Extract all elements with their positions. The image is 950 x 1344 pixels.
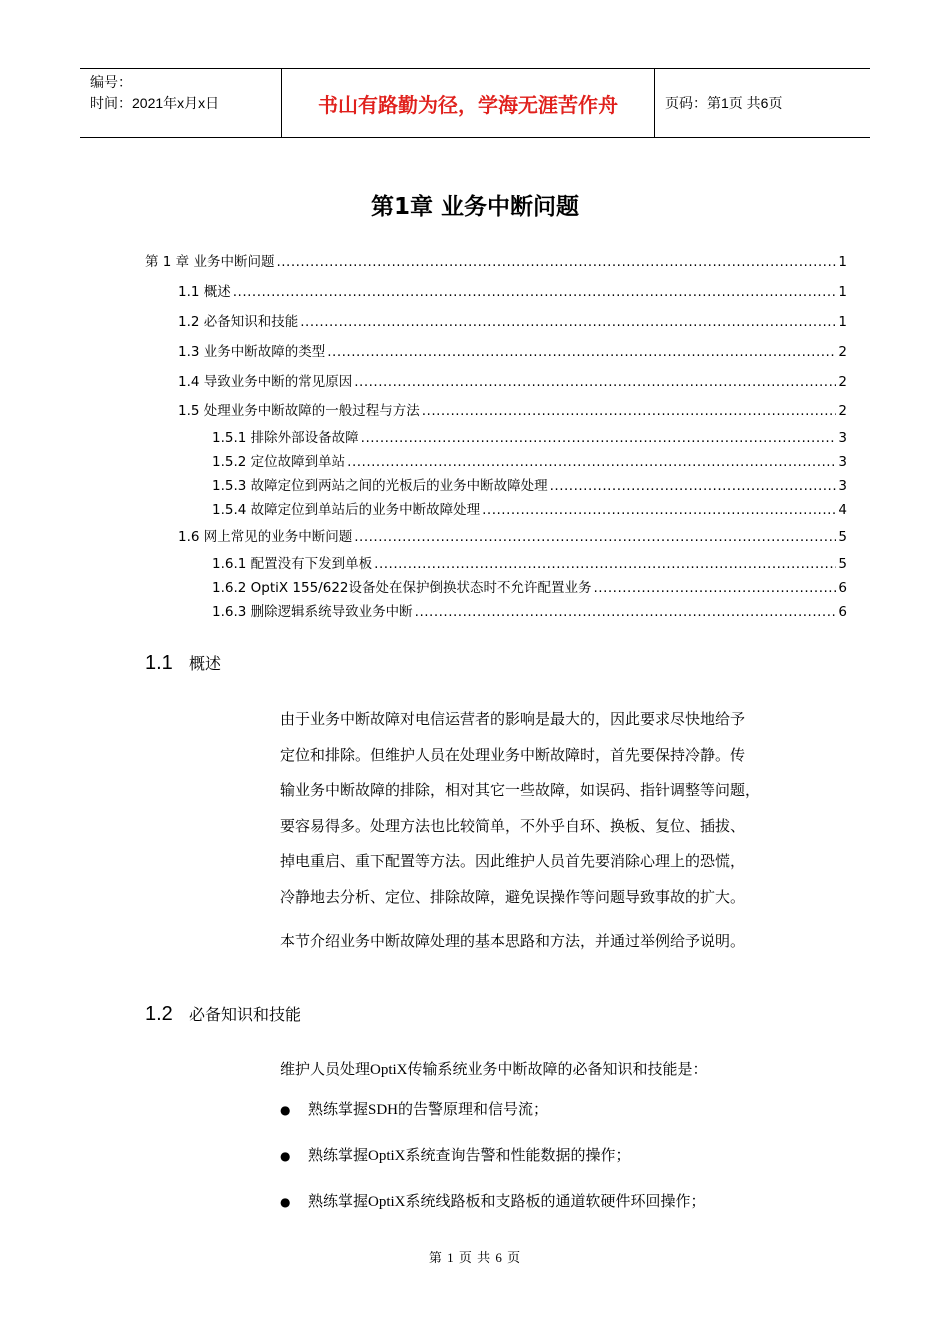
toc-entry-page: 2 (838, 403, 847, 419)
toc-entry-page: 5 (838, 556, 847, 572)
section-number: 1.2 (145, 1003, 173, 1025)
toc-leader (276, 254, 836, 270)
toc-entry-title: 第 1 章 业务中断问题 (145, 254, 275, 270)
toc-entry-page: 2 (838, 344, 847, 360)
chapter-title: 第1章 业务中断问题 (370, 194, 579, 220)
paragraph-line: 定位和排除。但维护人员在处理业务中断故障时，首先要保持冷静。传 (280, 747, 746, 764)
toc-entry-title: 1.5.1 排除外部设备故障 (212, 430, 359, 446)
toc-entry[interactable] (178, 280, 847, 300)
paragraph-line: 本节介绍业务中断故障处理的基本思路和方法，并通过举例给予说明。 (280, 934, 746, 950)
toc-leader (233, 284, 837, 300)
toc-entry-title: 1.6 网上常见的业务中断问题 (178, 529, 353, 545)
page-footer: 第 1 页 共 6 页 (428, 1250, 522, 1265)
bullet-icon: ● (280, 1149, 291, 1163)
toc-entry-title: 1.2 必备知识和技能 (178, 314, 299, 330)
section-title: 概述 (189, 654, 222, 673)
toc-entry-page: 1 (838, 254, 847, 270)
toc-entry-title: 1.5.4 故障定位到单站后的业务中断故障处理 (212, 502, 481, 518)
section-title: 必备知识和技能 (189, 1005, 302, 1024)
list-item-text: 熟练掌握OptiX系统线路板和支路板的通道软硬件环回操作； (308, 1194, 706, 1210)
toc-entry-title: 1.6.1 配置没有下发到单板 (212, 556, 373, 572)
toc-entry-title: 1.6.3 删除逻辑系统导致业务中断 (212, 604, 413, 620)
paragraph-line: 由于业务中断故障对电信运营者的影响是最大的，因此要求尽快地给予 (280, 712, 746, 728)
toc-entry[interactable] (178, 340, 847, 360)
toc-leader (415, 604, 837, 620)
section-heading-1-2 (145, 1002, 301, 1026)
toc-entry[interactable] (178, 370, 847, 390)
time-label: 时间：2021年x月x日 (90, 95, 220, 111)
toc-entry-title: 1.5 处理业务中断故障的一般过程与方法 (178, 403, 420, 419)
toc-leader (374, 556, 836, 572)
header-left-cell (80, 69, 281, 137)
toc-entry[interactable] (212, 576, 847, 596)
section-1-1-body (280, 703, 825, 961)
toc-entry-page: 4 (838, 502, 847, 518)
toc-leader (347, 454, 836, 470)
number-label: 编号： (90, 74, 132, 90)
toc-leader (550, 478, 837, 494)
toc-leader (361, 430, 837, 446)
toc-entry[interactable] (212, 600, 847, 620)
toc-entry-title: 1.3 业务中断故障的类型 (178, 344, 326, 360)
toc-entry-title: 1.5.2 定位故障到单站 (212, 454, 346, 470)
toc-entry-page: 2 (838, 374, 847, 390)
toc-entry-page: 1 (838, 284, 847, 300)
section-1-2-intro: 维护人员处理OptiX传输系统业务中断故障的必备知识和技能是： (280, 1062, 708, 1078)
paragraph-line: 要容易得多。处理方法也比较简单，不外乎自环、换板、复位、插拔、 (280, 818, 746, 835)
list-item (280, 1190, 840, 1236)
toc-leader (354, 529, 836, 545)
toc-entry[interactable] (212, 552, 847, 572)
toc-leader (594, 580, 837, 596)
paragraph-line: 输业务中断故障的排除，相对其它一些故障，如误码、指针调整等问题， (280, 783, 761, 799)
toc-entry-title: 1.4 导致业务中断的常见原因 (178, 374, 353, 390)
paragraph-line: 冷静地去分析、定位、排除故障，避免误操作等问题导致事故的扩大。 (280, 889, 746, 906)
list-item (280, 1144, 840, 1190)
toc-entry-page: 1 (838, 314, 847, 330)
toc-entry[interactable] (178, 525, 847, 545)
toc-leader (300, 314, 836, 330)
bullet-list (280, 1098, 840, 1236)
bullet-icon: ● (280, 1103, 291, 1117)
section-number: 1.1 (145, 652, 173, 674)
toc-entry[interactable] (178, 399, 847, 419)
toc-entry-title: 1.6.2 OptiX 155/622设备处在保护倒换状态时不允许配置业务 (212, 580, 592, 596)
toc-entry-title: 1.1 概述 (178, 284, 231, 300)
toc-entry-page: 6 (838, 580, 847, 596)
toc-entry-page: 3 (838, 478, 847, 494)
toc-entry[interactable] (145, 250, 847, 270)
toc-entry-title: 1.5.3 故障定位到两站之间的光板后的业务中断故障处理 (212, 478, 548, 494)
page-info: 页码：第1页 共6页 (665, 95, 783, 111)
toc-entry-page: 3 (838, 454, 847, 470)
toc-entry-page: 3 (838, 430, 847, 446)
list-item-text: 熟练掌握SDH的告警原理和信号流； (308, 1102, 549, 1118)
toc-entry-page: 5 (838, 529, 847, 545)
toc-leader (327, 344, 836, 360)
bullet-icon: ● (280, 1195, 291, 1209)
toc-entry[interactable] (178, 310, 847, 330)
paragraph-line: 掉电重启、重下配置等方法。因此维护人员首先要消除心理上的恐慌， (280, 854, 746, 870)
toc-entry[interactable] (212, 450, 847, 470)
toc-entry-page: 6 (838, 604, 847, 620)
list-item (280, 1098, 840, 1144)
toc-leader (354, 374, 836, 390)
toc-leader (422, 403, 837, 419)
header-table (80, 68, 870, 138)
section-heading-1-1 (145, 651, 221, 675)
toc-leader (482, 502, 836, 518)
motto: 书山有路勤为径，学海无涯苦作舟 (281, 69, 655, 137)
toc-entry[interactable] (212, 474, 847, 494)
list-item-text: 熟练掌握OptiX系统查询告警和性能数据的操作； (308, 1148, 631, 1164)
toc-entry[interactable] (212, 426, 847, 446)
toc-entry[interactable] (212, 498, 847, 518)
